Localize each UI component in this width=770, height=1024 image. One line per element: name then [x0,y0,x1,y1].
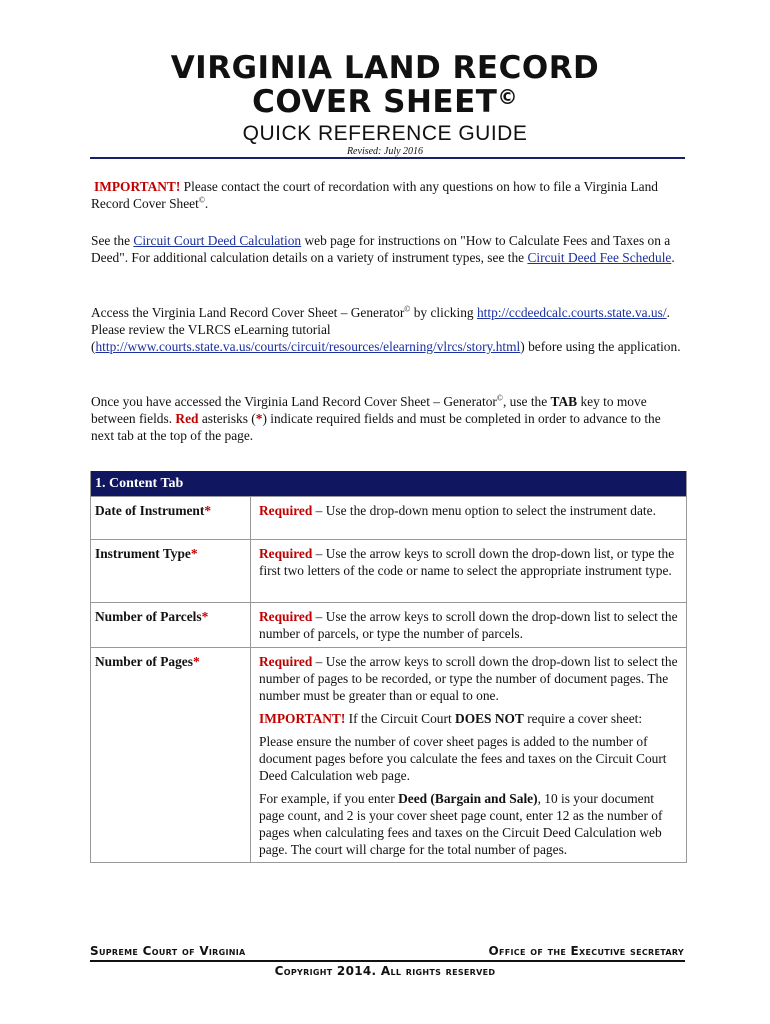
text: by clicking [410,305,477,320]
field-label: Number of Parcels [95,609,202,624]
subtitle: QUICK REFERENCE GUIDE [242,122,528,145]
footer-divider [90,960,685,962]
footer-office-name: Office of the Executive secretary [488,944,684,958]
title-line-1: VIRGINIA LAND RECORD [170,50,600,86]
important-paragraph [91,178,683,212]
text: require a cover sheet: [523,711,643,726]
required-label: Required [259,546,313,561]
required-asterisk: * [204,503,212,518]
text: Once you have accessed the Virginia Land Record Cover Sheet – Generator [91,394,497,409]
generator-link[interactable]: http://ccdeedcalc.courts.state.va.us/ [476,305,667,320]
text: For example, if you enter [259,791,399,806]
table-header: 1. Content Tab [91,471,686,496]
field-description [251,603,686,647]
required-label: Required [259,609,313,624]
important-text: Please contact the court of recordation with any questions on how to file a Virginia Land Record Cover Sheet [91,179,658,211]
deed-type-label: Deed (Bargain and Sale) [398,791,538,806]
calculation-paragraph [91,232,683,266]
field-description [251,497,686,539]
text: web page for instructions on "How to Calculate Fees and Taxes on a Deed". For additional calculation details on a variety of instrument types, see the [91,233,671,265]
elearning-link[interactable]: http://www.courts.state.va.us/courts/circuit/resources/elearning/vlrcs/story.html [95,339,521,354]
required-asterisk: * [201,609,209,624]
tab-key-label: TAB [550,394,578,409]
title-line-2 [0,84,770,120]
field-label: Date of Instrument [95,503,205,518]
copyright-mark: © [404,304,411,314]
text: ) before using the application. [520,339,681,354]
deed-calculation-link[interactable]: Circuit Court Deed Calculation [133,233,302,248]
red-label: Red [175,411,199,426]
description-text: – Use the arrow keys to scroll down the drop-down list, or type the first two letters of the code or name to select the appropriate instrument type. [259,546,675,578]
text: . Please review the VLRCS eLearning tutorial ( [91,305,670,354]
field-name [91,603,251,647]
description-text: – Use the arrow keys to scroll down the drop-down list to select the number of pages to be recorded, or type the number of document pages. The number must be greater than or equal to one. [259,654,678,703]
period: . [204,196,209,211]
field-label: Number of Pages [95,654,193,669]
table-row [91,539,686,602]
copyright-mark: © [497,85,518,109]
revised-date: Revised: July 2016 [346,146,424,157]
table-row [91,496,686,539]
description-text: – Use the arrow keys to scroll down the drop-down list to select the number of parcels, or type the number of parcels. [259,609,678,641]
text: Access the Virginia Land Record Cover Sheet – Generator [91,305,405,320]
required-asterisk: * [190,546,198,561]
text: . [671,250,675,265]
access-paragraph [91,304,683,355]
field-name [91,497,251,539]
required-asterisk: * [192,654,200,669]
does-not-label: DOES NOT [455,711,524,726]
required-label: Required [259,503,313,518]
cover-sheet-note: Please ensure the number of cover sheet pages is added to the number of document pages before you calculate the fees and taxes on the Circuit Court Deed Calculation web page. [259,734,667,783]
text: , use the [502,394,551,409]
copyright-mark: © [198,195,205,205]
field-description [251,648,686,862]
copyright-mark: © [496,393,503,403]
content-tab-table [90,471,687,863]
important-label: IMPORTANT! [94,179,181,194]
important-label: IMPORTANT! [259,711,346,726]
table-row [91,602,686,647]
text: ) indicate required fields and must be completed in order to advance to the next tab at the top of the page. [91,411,661,443]
table-row [91,647,686,862]
text: See the [91,233,134,248]
title-text: COVER SHEET [252,84,498,120]
field-name [91,540,251,602]
header-divider [90,157,685,159]
text: , 10 is your document page count, and 2 is your cover sheet page count, enter 12 as the number of pages when calculating fees and taxes on the Circuit Deed Calculation web page. The court will charge for the total number of pages. [259,791,663,857]
footer-copyright: Copyright 2014. All rights reserved [274,964,496,978]
text: asterisks ( [198,411,256,426]
asterisk: * [255,411,263,426]
field-description [251,540,686,602]
description-text: – Use the drop-down menu option to select the instrument date. [312,503,656,518]
field-label: Instrument Type [95,546,191,561]
text: If the Circuit Court [345,711,456,726]
navigation-paragraph [91,393,683,444]
fee-schedule-link[interactable]: Circuit Deed Fee Schedule [527,250,672,265]
text: key to move between fields. [91,394,647,426]
field-name [91,648,251,862]
footer-court-name: Supreme Court of Virginia [90,944,246,958]
required-label: Required [259,654,313,669]
